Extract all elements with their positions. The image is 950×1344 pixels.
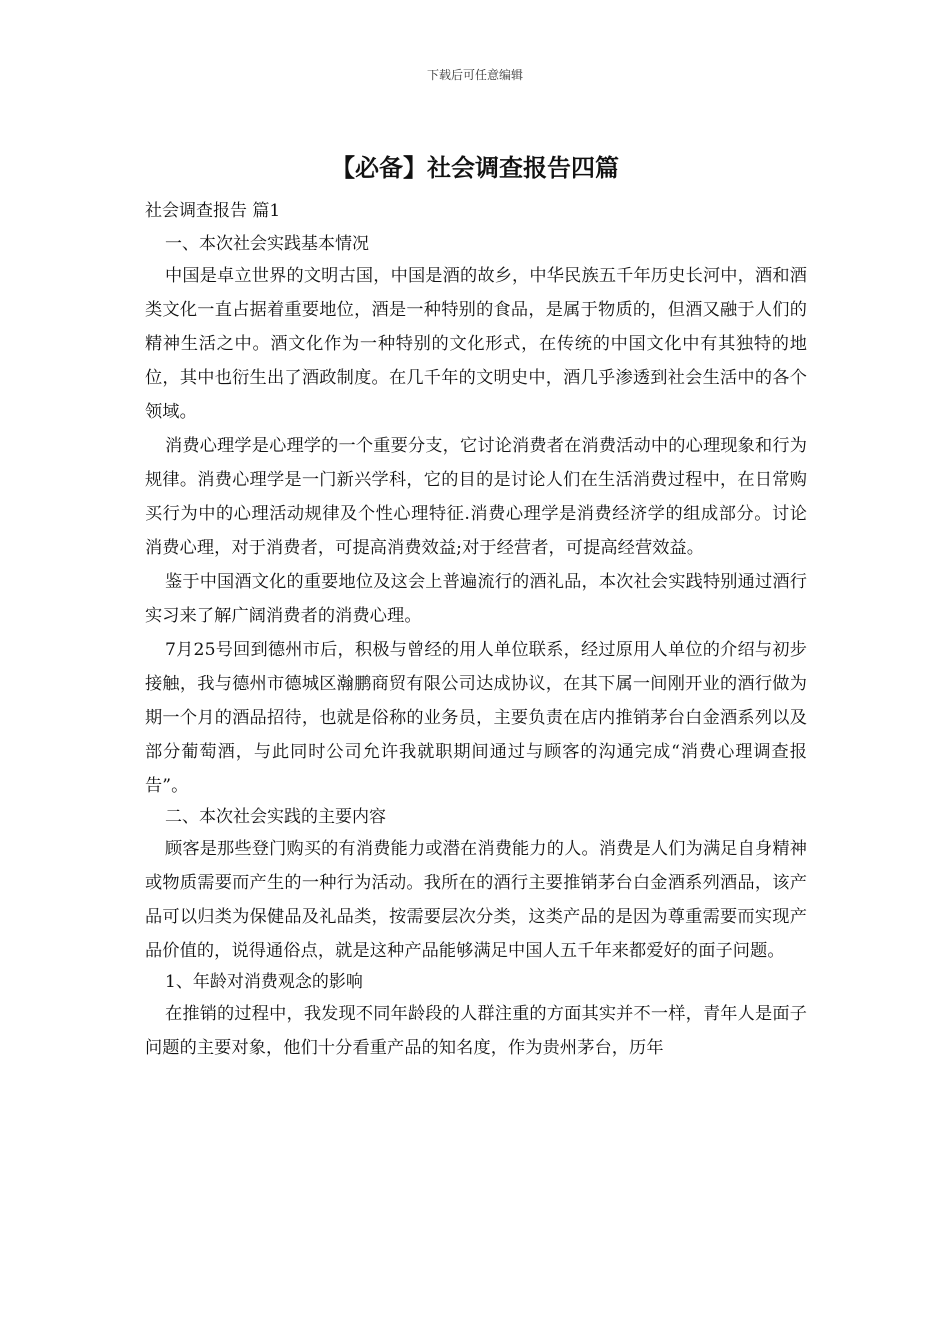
paragraph-age-groups: 在推销的过程中，我发现不同年龄段的人群注重的方面其实并不一样，青年人是面子问题的主要对象，他们十分看重产品的知名度，作为贵州茅台，历年	[145, 1004, 807, 1058]
paragraph-wine-culture: 中国是卓立世界的文明古国，中国是酒的故乡，中华民族五千年历史长河中，酒和酒类文化一直占据着重要地位，酒是一种特别的食品，是属于物质的，但酒又融于人们的精神生活之中。酒文化作为一种特别的文化形式，在传统的中国文化中有其独特的地位，其中也衍生出了酒政制度。在几千年的文明史中，酒几乎渗透到社会生活中的各个领域。	[145, 266, 807, 422]
paragraph-practice-purpose: 鉴于中国酒文化的重要地位及这会上普遍流行的酒礼品，本次社会实践特别通过酒行实习来了解广阔消费者的消费心理。	[145, 572, 807, 626]
document-body	[145, 197, 807, 1065]
page-header-note: 下载后可任意编辑	[426, 68, 523, 82]
heading-basic-situation: 一、本次社会实践基本情况	[165, 234, 369, 254]
heading-main-content: 二、本次社会实践的主要内容	[165, 807, 386, 827]
paragraph-internship-details: 7月25号回到德州市后，积极与曾经的用人单位联系，经过原用人单位的介绍与初步接触，我与德州市德城区瀚鹏商贸有限公司达成协议，在其下属一间刚开业的酒行做为期一个月的酒品招待，也就是俗称的业务员，主要负责在店内推销茅台白金酒系列以及部分葡萄酒，与此同时公司允许我就职期间通过与顾客的沟通完成“消费心理调查报告”。	[145, 640, 807, 796]
paragraph-customers: 顾客是那些登门购买的有消费能力或潜在消费能力的人。消费是人们为满足自身精神或物质需要而产生的一种行为活动。我所在的酒行主要推销茅台白金酒系列酒品，该产品可以归类为保健品及礼品类，按需要层次分类，这类产品的是因为尊重需要而实现产品价值的，说得通俗点，就是这种产品能够满足中国人五千年来都爱好的面子问题。	[145, 839, 807, 961]
paragraph-consumer-psychology: 消费心理学是心理学的一个重要分支，它讨论消费者在消费活动中的心理现象和行为规律。消费心理学是一门新兴学科，它的目的是讨论人们在生活消费过程中，在日常购买行为中的心理活动规律及个性心理特征.消费心理学是消费经济学的组成部分。讨论消费心理，对于消费者，可提高消费效益;对于经营者，可提高经营效益。	[145, 436, 807, 558]
document-title: 【必备】社会调查报告四篇	[331, 154, 619, 182]
heading-age-influence: 1、年龄对消费观念的影响	[165, 972, 363, 992]
section-label: 社会调查报告 篇1	[145, 201, 281, 221]
